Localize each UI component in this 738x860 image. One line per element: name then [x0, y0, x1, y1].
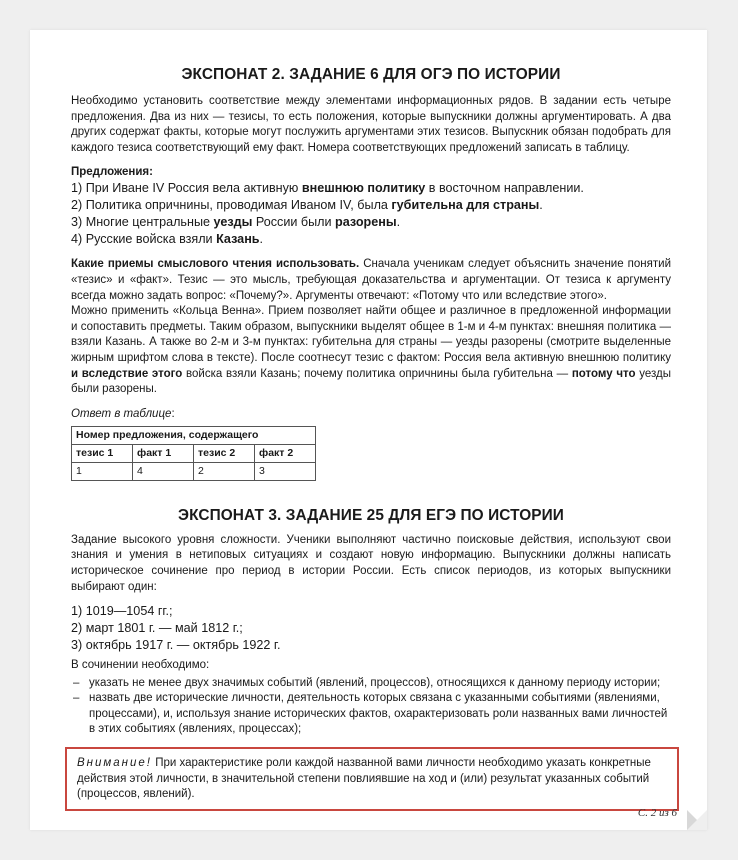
period-item: 2) март 1801 г. — май 1812 г.; [71, 621, 243, 636]
sentences-heading: Предложения: [71, 166, 153, 179]
reading-paragraph-1: Какие приемы смыслового чтения использовать. Сначала ученикам следует объяснить значение понятий «тезис» и «факт». Тезис — это мысль, требующая доказательства и аргументации. От тезиса к аргументу всегда можно задать вопрос: «Почему?». Аргументы отвечают: «Потому что или вследствие этого». [71, 258, 671, 302]
answer-table-column: тезис 1 [72, 444, 133, 462]
essay-heading: В сочинении необходимо: [71, 659, 210, 672]
page-content [71, 66, 671, 811]
answer-table-cell: 2 [194, 462, 255, 480]
reading-paragraph-2: Можно применить «Кольца Венна». Прием позволяет найти общее и различное в предложенной информации и сопоставить предметы. Таким образом, выпускники выделят общее в 1-м и 4-м пунктах: внешняя политика — взяли Казань. А также во 2-м и 3-м пунктах: губительна для страны — уезды разорены (смотрите выделенные жирным шрифтом слова в тексте). После соотнесут тезис с фактом: Россия вела активную внешнюю политику и вследствие этого войска взяли Казань; почему политика опричнины была губительна — потому что уезды были разорены. [71, 305, 671, 396]
section-title-exhibit-3: ЭКСПОНАТ 3. ЗАДАНИЕ 25 ДЛЯ ЕГЭ ПО ИСТОРИИ [178, 506, 564, 524]
attention-label: Внимание! [77, 757, 152, 770]
sentence-item: 1) При Иване IV Россия вела активную внешнюю политику в восточном направлении. [71, 181, 584, 196]
reading-techniques [71, 257, 671, 397]
attention-text: При характеристике роли каждой названной вами личности необходимо указать конкретные действия этой личности, в значительной степени повлиявшие на ход и (или) результат указанных событий (процессов, явлений). [77, 757, 651, 801]
answer-table-header: Номер предложения, содержащего [72, 426, 316, 444]
answer-table-column: факт 1 [133, 444, 194, 462]
section2-intro: Задание высокого уровня сложности. Ученики выполняют частично поисковые действия, используют свои знания и умения в нетиповых ситуациях и создают новую информацию. Выпускники должны написать историческое сочинение про период в истории России. Есть список периодов, из которых выпускники выбирают один: [71, 533, 671, 593]
page-number: С. 2 из 6 [637, 807, 677, 819]
sentence-item: 2) Политика опричнины, проводимая Иваном IV, была губительна для страны. [71, 198, 543, 213]
requirements-list [71, 676, 671, 738]
answer-table [71, 426, 316, 481]
period-item: 3) октябрь 1917 г. — октябрь 1922 г. [71, 638, 281, 653]
requirement-item: – назвать две исторические личности, деятельность которых связана с указанными событиями (явлениями, процессами), и, используя знание исторических фактов, охарактеризовать роли названных вами личностей в этих событиях (явлениях, процессах); [73, 692, 668, 736]
answer-table-cell: 4 [133, 462, 194, 480]
document-page [30, 30, 707, 830]
dash-bullet-icon: – [73, 676, 80, 689]
section-title-exhibit-2: ЭКСПОНАТ 2. ЗАДАНИЕ 6 ДЛЯ ОГЭ ПО ИСТОРИИ [181, 66, 561, 83]
answer-table-cell: 1 [72, 462, 133, 480]
answer-table-column: факт 2 [255, 444, 316, 462]
section1-intro: Необходимо установить соответствие между элементами информационных рядов. В задании есть четыре предложения. Два из них — тезисы, то есть положения, которые выпускники должны аргументировать. А два других содержат факты, которые могут послужить аргументами этих тезисов. Выпускник обязан подобрать для каждого тезиса соответствующий ему факт. Номера соответствующих предложений записать в таблицу. [71, 95, 671, 154]
page-corner-cover [687, 810, 707, 830]
answer-table-column: тезис 2 [194, 444, 255, 462]
answer-label: Ответ в таблице: [71, 407, 175, 420]
sentence-item: 4) Русские войска взяли Казань. [71, 232, 264, 247]
sentence-item: 3) Многие центральные уезды России были разорены. [71, 215, 401, 230]
answer-table-cell: 3 [255, 462, 316, 480]
period-item: 1) 1019—1054 гг.; [71, 604, 173, 619]
periods-list [71, 603, 671, 654]
sentences-list [71, 180, 671, 248]
attention-note [65, 747, 679, 811]
requirement-item: – указать не менее двух значимых событий (явлений, процессов), относящихся к данному периоду истории; [71, 676, 671, 692]
dash-bullet-icon: – [73, 692, 80, 705]
